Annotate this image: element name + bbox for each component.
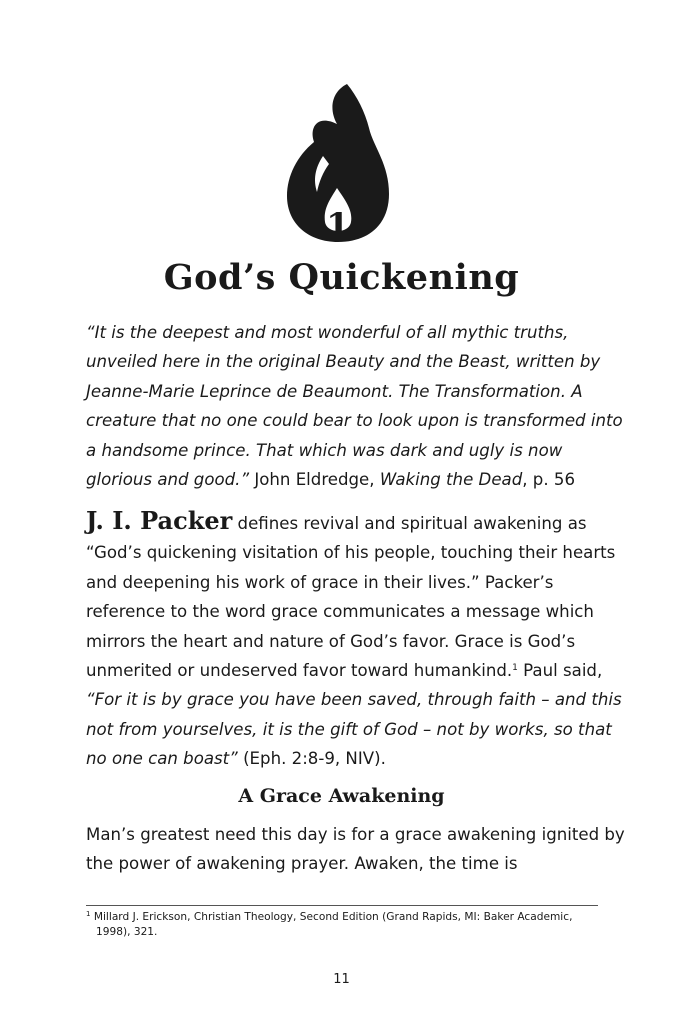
footnote-marker: 1 bbox=[86, 910, 91, 918]
scripture-quote: “For it is by grace you have been saved, through faith – and this not from yourselves, it is the gift of God – not by works, so that no one can boast” bbox=[86, 690, 622, 769]
footnote-reference: 1 bbox=[512, 663, 518, 674]
footnote bbox=[86, 910, 596, 939]
epigraph-author: John Eldredge, bbox=[254, 470, 375, 490]
chapter-number: 1 bbox=[326, 206, 350, 246]
paragraph-text: defines revival and spiritual awakening as “God’s quickening visitation of his people, touching their hearts and deepening his work of grace in their lives.” Packer’s reference to the word grace communicates a message which mirrors the heart and nature of God’s favor. Grace is God’s unmerited or undeserved favor toward humankind. bbox=[86, 514, 616, 681]
footnote-divider bbox=[86, 905, 598, 906]
paragraph-lead: J. I. Packer bbox=[86, 506, 233, 535]
section-heading: A Grace Awakening bbox=[238, 785, 445, 807]
epigraph-book: Waking the Dead bbox=[379, 470, 523, 490]
epigraph bbox=[86, 318, 626, 494]
scripture-citation: (Eph. 2:8-9, NIV). bbox=[243, 749, 386, 769]
epigraph-page: , p. 56 bbox=[522, 470, 575, 490]
paragraph-text-2: Paul said, bbox=[523, 661, 603, 681]
chapter-title: God’s Quickening bbox=[163, 257, 520, 298]
paragraph-packer bbox=[86, 506, 626, 774]
section-paragraph: Man’s greatest need this day is for a grace awakening ignited by the power of awakening prayer. Awaken, the time is bbox=[86, 825, 625, 874]
page-number: 11 bbox=[333, 972, 350, 987]
footnote-text: Millard J. Erickson, Christian Theology, Second Edition (Grand Rapids, MI: Baker Academic, 1998), 321. bbox=[93, 911, 573, 938]
epigraph-quote: “It is the deepest and most wonderful of all mythic truths, unveiled here in the original Beauty and the Beast, written by Jeanne-Marie Leprince de Beaumont. The Transformation. A creature that no one could bear to look upon is transformed into a handsome prince. That which was dark and ugly is now glorious and good.” bbox=[86, 323, 623, 490]
